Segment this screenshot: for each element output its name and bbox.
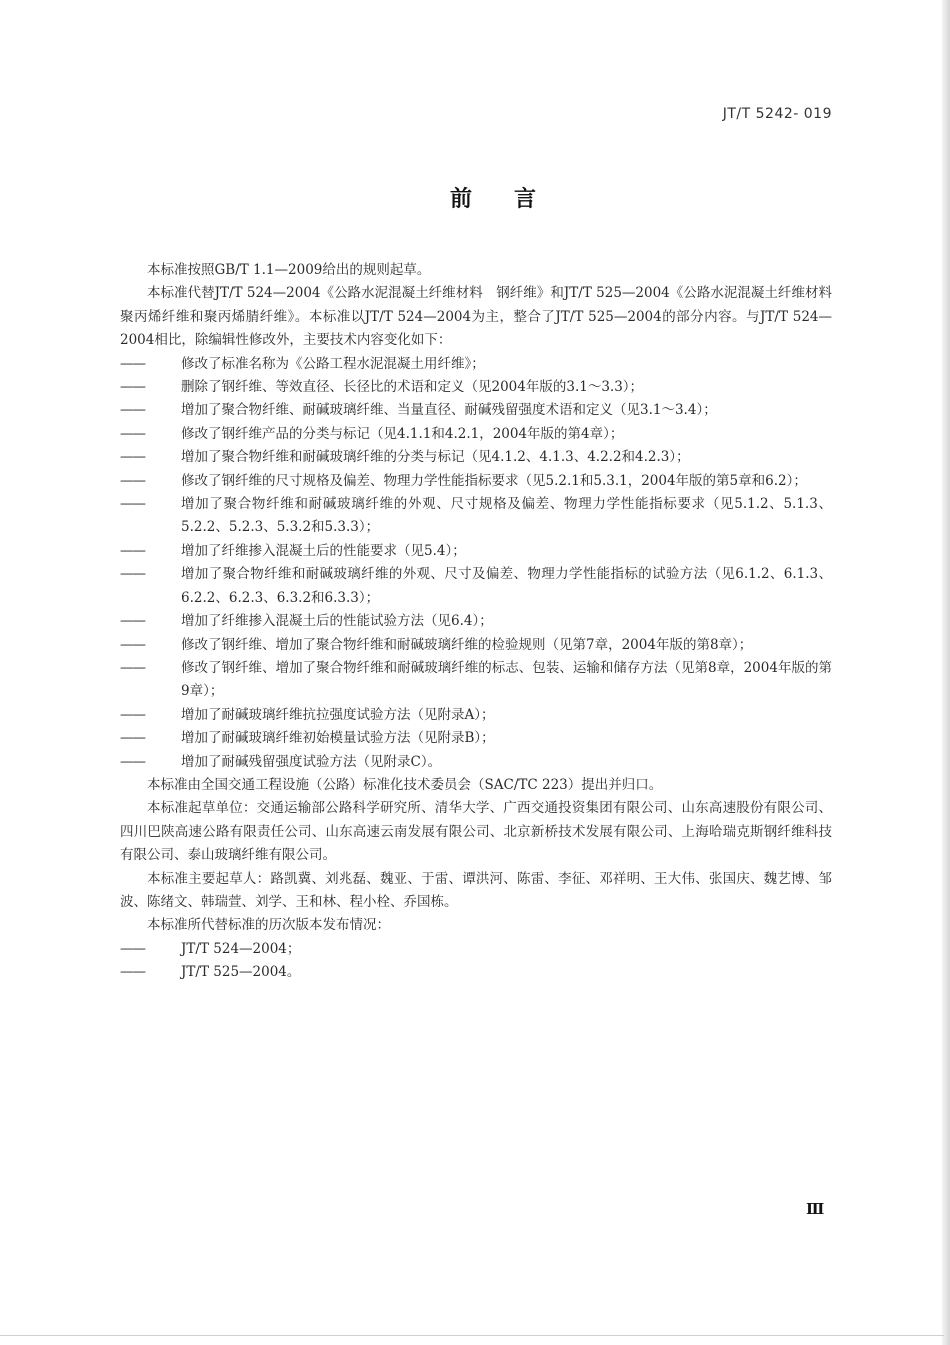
dash-marker: —— — [120, 636, 145, 653]
dash-marker: —— — [120, 379, 145, 396]
change-item: —— 增加了聚合物纤维和耐碱玻璃纤维的分类与标记（见4.1.2、4.1.3、4.2.2和4.2.3）； — [120, 446, 832, 469]
paragraph-replacement: 本标准代替JT/T 524—2004《公路水泥混凝土纤维材料 钢纤维》和JT/T 525—2004《公路水泥混凝土纤维材料 聚丙烯纤维和聚丙烯腈纤维》。本标准以JT/T 524—2004为主，整合了JT/T 525—2004的部分内容。与JT/T 524—2004相比，除编辑性修改外，主要技术内容变化如下： — [120, 285, 846, 349]
dash-marker: —— — [120, 613, 145, 630]
dash-marker: —— — [120, 449, 145, 466]
change-item: —— 删除了钢纤维、等效直径、长径比的术语和定义（见2004年版的3.1～3.3）； — [120, 376, 832, 399]
dash-marker: —— — [120, 355, 145, 372]
change-item: —— 修改了标准名称为《公路工程水泥混凝土用纤维》； — [120, 353, 832, 376]
dash-marker: —— — [120, 940, 145, 957]
dash-marker: —— — [120, 496, 145, 513]
change-item: —— 增加了聚合物纤维和耐碱玻璃纤维的外观、尺寸及偏差、物理力学性能指标的试验方法（见6.1.2、6.1.3、6.2.2、6.2.3、6.3.2和6.3.3）； — [120, 563, 832, 610]
change-item: —— 增加了纤维掺入混凝土后的性能试验方法（见6.4）； — [120, 610, 832, 633]
history-item: —— JT/T 524—2004； — [120, 938, 832, 961]
change-list — [120, 353, 832, 774]
dash-marker: —— — [120, 730, 145, 747]
dash-marker: —— — [120, 542, 145, 559]
change-item: —— 修改了钢纤维、增加了聚合物纤维和耐碱玻璃纤维的检验规则（见第7章，2004年版的第8章）； — [120, 634, 832, 657]
page-title: 前言 — [449, 187, 578, 212]
dash-marker: —— — [120, 753, 145, 770]
paragraph-drafting-units: 本标准起草单位：交通运输部公路科学研究所、清华大学、广西交通投资集团有限公司、山东高速股份有限公司、四川巴陕高速公路有限责任公司、山东高速云南发展有限公司、北京新桥技术发展有限公司、上海哈瑞克斯钢纤维科技有限公司、泰山玻璃纤维有限公司。 — [120, 800, 832, 864]
change-item: —— 修改了钢纤维、增加了聚合物纤维和耐碱玻璃纤维的标志、包装、运输和储存方法（见第8章，2004年版的第9章）； — [120, 657, 832, 704]
paragraph-drafting-rules: 本标准按照GB/T 1.1—2009给出的规则起草。 — [147, 262, 431, 278]
change-item: —— 修改了钢纤维的尺寸规格及偏差、物理力学性能指标要求（见5.2.1和5.3.1，2004年版的第5章和6.2）； — [120, 470, 832, 493]
page-number: Ⅲ — [806, 1200, 825, 1218]
change-item: —— 增加了耐碱残留强度试验方法（见附录C）。 — [120, 751, 832, 774]
history-item: —— JT/T 525—2004。 — [120, 961, 832, 984]
paragraph-history-intro: 本标准所代替标准的历次版本发布情况： — [147, 917, 390, 934]
change-item: —— 增加了聚合物纤维和耐碱玻璃纤维的外观、尺寸规格及偏差、物理力学性能指标要求（见5.1.2、5.1.3、5.2.2、5.2.3、5.3.2和5.3.3）； — [120, 493, 832, 540]
dash-marker: —— — [120, 402, 145, 419]
standard-number: JT/T 5242- 019 — [722, 106, 832, 122]
change-item: —— 增加了聚合物纤维、耐碱玻璃纤维、当量直径、耐碱残留强度术语和定义（见3.1～3.4）； — [120, 399, 832, 422]
change-item: —— 增加了纤维掺入混凝土后的性能要求（见5.4）； — [120, 540, 832, 563]
paragraph-proposer: 本标准由全国交通工程设施（公路）标准化技术委员会（SAC/TC 223）提出并归口。 — [147, 776, 663, 793]
change-item: —— 增加了耐碱玻璃纤维初始模量试验方法（见附录B）； — [120, 727, 832, 750]
dash-marker: —— — [120, 472, 145, 489]
history-list — [120, 938, 832, 985]
paragraph-drafters: 本标准主要起草人：路凯冀、刘兆磊、魏亚、于雷、谭洪河、陈雷、李征、邓祥明、王大伟、张国庆、魏艺博、邹波、陈绪文、韩瑞萱、刘学、王和林、程小栓、乔国栋。 — [120, 870, 832, 910]
dash-marker: —— — [120, 964, 145, 981]
dash-marker: —— — [120, 706, 145, 723]
foreword-body — [120, 259, 846, 985]
dash-marker: —— — [120, 659, 145, 676]
change-item: —— 修改了钢纤维产品的分类与标记（见4.1.1和4.2.1，2004年版的第4章）； — [120, 423, 832, 446]
dash-marker: —— — [120, 425, 145, 442]
dash-marker: —— — [120, 566, 145, 583]
page-bottom-edge — [0, 1335, 944, 1336]
change-item: —— 增加了耐碱玻璃纤维抗拉强度试验方法（见附录A）； — [120, 704, 832, 727]
